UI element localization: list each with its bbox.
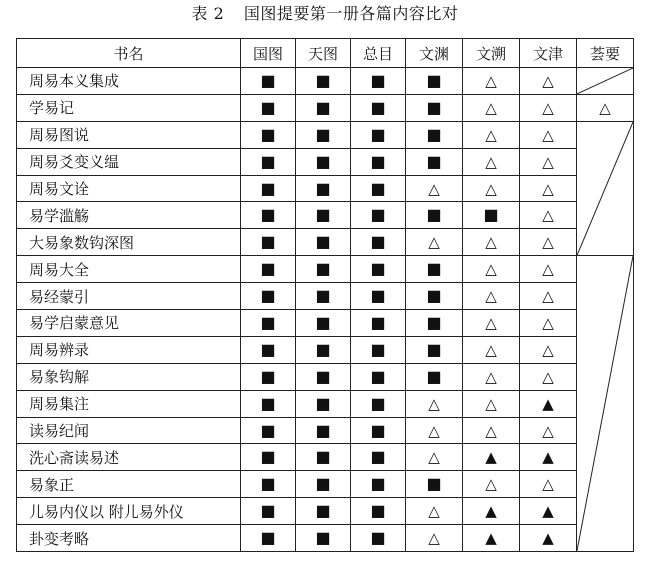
mark-zongmu: ■ [370, 70, 386, 90]
cell-wenyuan [406, 229, 463, 256]
cell-wenyuan [406, 498, 463, 525]
cell-wensu [463, 202, 520, 229]
mark-zongmu: ■ [370, 232, 386, 252]
book-title-cell: 周易辨录 [17, 336, 241, 363]
table-row [17, 68, 634, 95]
column-header-wenyuan: 文渊 [406, 39, 463, 68]
comparison-table [16, 38, 634, 552]
cell-wenyuan [406, 256, 463, 283]
mark-zongmu: ■ [370, 366, 386, 386]
book-title-cell: 大易象数钩深图 [17, 229, 241, 256]
mark-wenjin: △ [542, 287, 554, 306]
mark-wenjin: △ [542, 152, 554, 171]
mark-wenjin: ▲ [542, 502, 554, 521]
book-title-cell: 儿易内仪以 附儿易外仪 [17, 498, 241, 525]
cell-guotu [241, 256, 296, 283]
cell-wenjin [520, 229, 577, 256]
mark-zongmu: ■ [370, 312, 386, 332]
mark-tiantu: ■ [315, 501, 331, 521]
mark-zongmu: ■ [370, 151, 386, 171]
cell-tiantu [296, 444, 351, 471]
mark-tiantu: ■ [315, 286, 331, 306]
cell-zongmu [351, 336, 406, 363]
cell-guotu [241, 363, 296, 390]
book-title-cell: 周易图说 [17, 121, 241, 148]
mark-tiantu: ■ [315, 447, 331, 467]
diagonal-strike-line [577, 68, 633, 94]
mark-wensu: △ [485, 179, 497, 198]
book-title-cell: 周易集注 [17, 390, 241, 417]
cell-tiantu [296, 175, 351, 202]
mark-wenjin: △ [542, 475, 554, 494]
cell-wensu [463, 229, 520, 256]
book-title-cell: 周易爻变义缊 [17, 148, 241, 175]
mark-wensu: △ [485, 287, 497, 306]
cell-tiantu [296, 310, 351, 337]
mark-wenyuan: ■ [426, 286, 442, 306]
mark-wenyuan: ■ [426, 312, 442, 332]
column-header-wenjin: 文津 [520, 39, 577, 68]
cell-tiantu [296, 68, 351, 95]
mark-tiantu: ■ [315, 420, 331, 440]
cell-zongmu [351, 121, 406, 148]
cell-tiantu [296, 525, 351, 552]
cell-zongmu [351, 310, 406, 337]
mark-guotu: ■ [260, 366, 276, 386]
mark-wensu: △ [485, 367, 497, 386]
cell-wensu [463, 471, 520, 498]
mark-huiyao: △ [599, 98, 611, 117]
mark-tiantu: ■ [315, 70, 331, 90]
cell-guotu [241, 471, 296, 498]
cell-wensu [463, 68, 520, 95]
column-header-wensu: 文溯 [463, 39, 520, 68]
cell-wenjin [520, 498, 577, 525]
book-title-cell: 读易纪闻 [17, 417, 241, 444]
mark-zongmu: ■ [370, 447, 386, 467]
cell-guotu [241, 525, 296, 552]
cell-tiantu [296, 390, 351, 417]
cell-zongmu [351, 498, 406, 525]
cell-guotu [241, 148, 296, 175]
cell-wenjin [520, 121, 577, 148]
cell-wensu [463, 363, 520, 390]
mark-zongmu: ■ [370, 286, 386, 306]
mark-wenjin: △ [542, 340, 554, 359]
book-title-cell: 易学滥觞 [17, 202, 241, 229]
cell-guotu [241, 121, 296, 148]
cell-guotu [241, 444, 296, 471]
mark-wensu: ▲ [485, 529, 497, 548]
cell-wenjin [520, 256, 577, 283]
cell-guotu [241, 68, 296, 95]
cell-wenyuan [406, 336, 463, 363]
cell-wensu [463, 390, 520, 417]
cell-tiantu [296, 417, 351, 444]
cell-wenyuan [406, 175, 463, 202]
table-title: 国图提要第一册各篇内容比对 [243, 4, 459, 23]
mark-wenyuan: ■ [426, 474, 442, 494]
cell-wenjin [520, 175, 577, 202]
cell-zongmu [351, 444, 406, 471]
mark-guotu: ■ [260, 232, 276, 252]
mark-tiantu: ■ [315, 97, 331, 117]
mark-wenjin: △ [542, 206, 554, 225]
cell-guotu [241, 390, 296, 417]
cell-wenjin [520, 148, 577, 175]
cell-wenyuan [406, 444, 463, 471]
mark-guotu: ■ [260, 178, 276, 198]
table-row [17, 202, 634, 229]
mark-tiantu: ■ [315, 366, 331, 386]
cell-guotu [241, 202, 296, 229]
table-number: 表 2 [191, 4, 225, 23]
diagonal-line [577, 256, 633, 551]
table-row [17, 525, 634, 552]
cell-wenyuan [406, 283, 463, 310]
cell-zongmu [351, 525, 406, 552]
cell-wensu [463, 336, 520, 363]
mark-wenjin: ▲ [542, 529, 554, 548]
cell-zongmu [351, 471, 406, 498]
cell-wensu [463, 121, 520, 148]
cell-wenjin [520, 363, 577, 390]
cell-wenyuan [406, 417, 463, 444]
mark-wenyuan: ■ [426, 151, 442, 171]
mark-zongmu: ■ [370, 178, 386, 198]
column-header-huiyao: 荟要 [577, 39, 634, 68]
mark-tiantu: ■ [315, 393, 331, 413]
cell-wenyuan [406, 94, 463, 121]
column-header-guotu: 国图 [241, 39, 296, 68]
cell-wensu [463, 525, 520, 552]
book-title-cell: 周易本义集成 [17, 68, 241, 95]
cell-zongmu [351, 229, 406, 256]
mark-tiantu: ■ [315, 205, 331, 225]
table-row [17, 94, 634, 121]
cell-wensu [463, 498, 520, 525]
mark-wenyuan: ■ [426, 366, 442, 386]
cell-wenyuan [406, 525, 463, 552]
cell-tiantu [296, 336, 351, 363]
mark-tiantu: ■ [315, 259, 331, 279]
mark-tiantu: ■ [315, 339, 331, 359]
mark-guotu: ■ [260, 286, 276, 306]
table-row [17, 363, 634, 390]
mark-guotu: ■ [260, 205, 276, 225]
cell-zongmu [351, 148, 406, 175]
mark-guotu: ■ [260, 70, 276, 90]
cell-wenyuan [406, 202, 463, 229]
mark-wensu: △ [485, 71, 497, 90]
cell-wenyuan [406, 68, 463, 95]
mark-zongmu: ■ [370, 259, 386, 279]
mark-wensu: ■ [483, 205, 499, 225]
cell-zongmu [351, 256, 406, 283]
cell-zongmu [351, 202, 406, 229]
mark-tiantu: ■ [315, 474, 331, 494]
header-row [17, 39, 634, 68]
cell-wenjin [520, 202, 577, 229]
mark-guotu: ■ [260, 393, 276, 413]
mark-wenyuan: ■ [426, 259, 442, 279]
mark-wenyuan: △ [428, 529, 440, 548]
mark-wenjin: △ [542, 367, 554, 386]
cell-zongmu [351, 175, 406, 202]
mark-wenjin: △ [542, 421, 554, 440]
mark-wensu: △ [485, 233, 497, 252]
mark-guotu: ■ [260, 447, 276, 467]
mark-wenjin: △ [542, 179, 554, 198]
cell-tiantu [296, 283, 351, 310]
cell-wenjin [520, 417, 577, 444]
cell-wenjin [520, 310, 577, 337]
table-row [17, 336, 634, 363]
cell-wenjin [520, 390, 577, 417]
cell-tiantu [296, 94, 351, 121]
mark-wensu: △ [485, 340, 497, 359]
table-row [17, 283, 634, 310]
cell-wenyuan [406, 310, 463, 337]
mark-guotu: ■ [260, 474, 276, 494]
mark-wensu: △ [485, 152, 497, 171]
mark-guotu: ■ [260, 420, 276, 440]
table-row [17, 390, 634, 417]
table-row [17, 229, 634, 256]
mark-wenjin: △ [542, 313, 554, 332]
column-header-book: 书名 [17, 39, 241, 68]
cell-wenyuan [406, 390, 463, 417]
cell-wensu [463, 283, 520, 310]
cell-huiyao [577, 256, 634, 552]
mark-wenyuan: ■ [426, 124, 442, 144]
cell-guotu [241, 417, 296, 444]
diagonal-strike-line [577, 122, 633, 255]
cell-wensu [463, 175, 520, 202]
mark-guotu: ■ [260, 528, 276, 548]
cell-guotu [241, 229, 296, 256]
cell-huiyao [577, 68, 634, 95]
cell-zongmu [351, 390, 406, 417]
mark-wenyuan: ■ [426, 70, 442, 90]
cell-wenjin [520, 94, 577, 121]
cell-wensu [463, 94, 520, 121]
cell-guotu [241, 336, 296, 363]
cell-tiantu [296, 363, 351, 390]
mark-wenjin: △ [542, 98, 554, 117]
book-title-cell: 易学启蒙意见 [17, 310, 241, 337]
mark-wensu: △ [485, 394, 497, 413]
book-title-cell: 周易文诠 [17, 175, 241, 202]
table-row [17, 148, 634, 175]
book-title-cell: 卦变考略 [17, 525, 241, 552]
cell-wenjin [520, 336, 577, 363]
cell-tiantu [296, 498, 351, 525]
book-title-cell: 学易记 [17, 94, 241, 121]
mark-guotu: ■ [260, 124, 276, 144]
book-title-cell: 易象钩解 [17, 363, 241, 390]
mark-guotu: ■ [260, 312, 276, 332]
mark-wenyuan: △ [428, 448, 440, 467]
mark-wenyuan: ■ [426, 205, 442, 225]
mark-tiantu: ■ [315, 312, 331, 332]
cell-wenjin [520, 283, 577, 310]
mark-wensu: △ [485, 313, 497, 332]
cell-wensu [463, 444, 520, 471]
mark-wenyuan: △ [428, 179, 440, 198]
cell-wenjin [520, 471, 577, 498]
cell-wensu [463, 148, 520, 175]
mark-zongmu: ■ [370, 97, 386, 117]
cell-wenyuan [406, 471, 463, 498]
cell-wenyuan [406, 363, 463, 390]
cell-huiyao [577, 121, 634, 255]
cell-huiyao [577, 94, 634, 121]
table-row [17, 498, 634, 525]
mark-wensu: ▲ [485, 502, 497, 521]
mark-wensu: △ [485, 125, 497, 144]
mark-wenyuan: △ [428, 421, 440, 440]
mark-guotu: ■ [260, 151, 276, 171]
cell-wenjin [520, 525, 577, 552]
diagonal-line [577, 68, 633, 94]
mark-zongmu: ■ [370, 205, 386, 225]
mark-tiantu: ■ [315, 178, 331, 198]
table-row [17, 310, 634, 337]
diagonal-line [577, 122, 633, 255]
cell-wensu [463, 256, 520, 283]
cell-guotu [241, 283, 296, 310]
table-row [17, 121, 634, 148]
mark-wenjin: ▲ [542, 394, 554, 413]
cell-zongmu [351, 94, 406, 121]
diagonal-strike-line [577, 256, 633, 551]
mark-wenjin: ▲ [542, 448, 554, 467]
cell-tiantu [296, 148, 351, 175]
cell-guotu [241, 175, 296, 202]
mark-wenyuan: ■ [426, 97, 442, 117]
cell-guotu [241, 498, 296, 525]
book-title-cell: 周易大全 [17, 256, 241, 283]
table-caption [0, 4, 650, 24]
cell-zongmu [351, 363, 406, 390]
mark-wenyuan: ■ [426, 339, 442, 359]
mark-guotu: ■ [260, 339, 276, 359]
mark-wenyuan: △ [428, 502, 440, 521]
mark-guotu: ■ [260, 97, 276, 117]
mark-zongmu: ■ [370, 420, 386, 440]
mark-wenjin: △ [542, 125, 554, 144]
mark-tiantu: ■ [315, 124, 331, 144]
cell-tiantu [296, 471, 351, 498]
cell-zongmu [351, 417, 406, 444]
cell-guotu [241, 94, 296, 121]
mark-zongmu: ■ [370, 528, 386, 548]
table-body [17, 68, 634, 552]
table-row [17, 417, 634, 444]
book-title-cell: 易象正 [17, 471, 241, 498]
mark-zongmu: ■ [370, 474, 386, 494]
mark-guotu: ■ [260, 501, 276, 521]
mark-zongmu: ■ [370, 393, 386, 413]
book-title-cell: 易经蒙引 [17, 283, 241, 310]
table-row [17, 256, 634, 283]
mark-wenyuan: △ [428, 394, 440, 413]
mark-wenjin: △ [542, 71, 554, 90]
column-header-zongmu: 总目 [351, 39, 406, 68]
mark-wensu: △ [485, 475, 497, 494]
mark-zongmu: ■ [370, 501, 386, 521]
mark-wenyuan: △ [428, 233, 440, 252]
book-title-cell: 洗心斋读易述 [17, 444, 241, 471]
cell-wensu [463, 417, 520, 444]
cell-tiantu [296, 256, 351, 283]
table-row [17, 471, 634, 498]
mark-wensu: △ [485, 421, 497, 440]
mark-zongmu: ■ [370, 339, 386, 359]
cell-wensu [463, 310, 520, 337]
cell-wenyuan [406, 148, 463, 175]
mark-wensu: △ [485, 260, 497, 279]
mark-wenjin: △ [542, 233, 554, 252]
mark-tiantu: ■ [315, 232, 331, 252]
cell-wenyuan [406, 121, 463, 148]
cell-zongmu [351, 283, 406, 310]
cell-tiantu [296, 229, 351, 256]
mark-tiantu: ■ [315, 528, 331, 548]
mark-wenjin: △ [542, 260, 554, 279]
cell-tiantu [296, 121, 351, 148]
cell-zongmu [351, 68, 406, 95]
column-header-tiantu: 天图 [296, 39, 351, 68]
mark-tiantu: ■ [315, 151, 331, 171]
cell-guotu [241, 310, 296, 337]
mark-guotu: ■ [260, 259, 276, 279]
cell-wenjin [520, 444, 577, 471]
mark-zongmu: ■ [370, 124, 386, 144]
mark-wensu: △ [485, 98, 497, 117]
cell-wenjin [520, 68, 577, 95]
cell-tiantu [296, 202, 351, 229]
table-row [17, 175, 634, 202]
table-row [17, 444, 634, 471]
mark-wensu: ▲ [485, 448, 497, 467]
